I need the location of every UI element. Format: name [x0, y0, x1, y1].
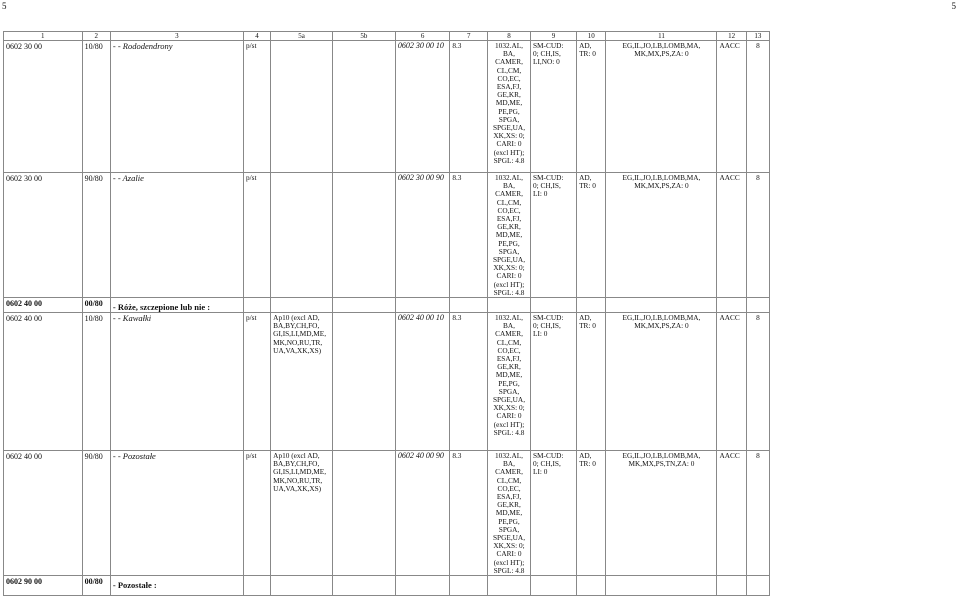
cell-c2: 00/80 [82, 576, 110, 596]
cell-c11 [606, 576, 717, 596]
column-header: 13 [746, 32, 769, 41]
table-row [4, 313, 770, 451]
cell-c10: AD, TR: 0 [577, 451, 606, 576]
tariff-table [3, 31, 770, 596]
cell-c11: EG,IL,JO,LB,LOMB,MA, MK,MX,PS,ZA: 0 [606, 41, 717, 173]
cell-c6 [395, 298, 449, 313]
cell-c1: 0602 40 00 [4, 451, 83, 576]
cell-c10: AD, TR: 0 [577, 41, 606, 173]
cell-c5a [271, 41, 333, 173]
cell-c5a [271, 576, 333, 596]
cell-c5b [332, 313, 395, 451]
column-header: 1 [4, 32, 83, 41]
cell-c13: 8 [746, 173, 769, 298]
cell-c13: 8 [746, 451, 769, 576]
cell-c10: AD, TR: 0 [577, 313, 606, 451]
cell-c1: 0602 40 00 [4, 298, 83, 313]
cell-c13 [746, 576, 769, 596]
cell-c7 [450, 576, 488, 596]
cell-c7: 8.3 [450, 313, 488, 451]
page-number-right: 5 [951, 1, 956, 11]
cell-c7: 8.3 [450, 451, 488, 576]
column-header: 3 [110, 32, 243, 41]
cell-c6: 0602 40 00 90 [395, 451, 449, 576]
cell-c8: 1032.AL, BA, CAMER, CL,CM, CO,EC, ESA,FJ, GE,KR, MD,ME, PE,PG, SPGA, SPGE,UA, XK,XS: 0; CARI: 0 (excl HT); SPGL: 4.8 [488, 313, 531, 451]
cell-c3: - Róże, szczepione lub nie : [110, 298, 243, 313]
cell-c6: 0602 40 00 10 [395, 313, 449, 451]
cell-c5a: Ap10 (excl AD, BA,BY,CH,FO, GI,IS,LI,MD,ME, MK,NO,RU,TR, UA,VA,XK,XS) [271, 451, 333, 576]
cell-c12: AACC [717, 41, 746, 173]
cell-c10: AD, TR: 0 [577, 173, 606, 298]
cell-c8: 1032.AL, BA, CAMER, CL,CM, CO,EC, ESA,FJ, GE,KR, MD,ME, PE,PG, SPGA, SPGE,UA, XK,XS: 0; CARI: 0 (excl HT); SPGL: 4.8 [488, 41, 531, 173]
cell-c10 [577, 298, 606, 313]
cell-c13 [746, 298, 769, 313]
heading-row [4, 576, 770, 596]
cell-c12 [717, 298, 746, 313]
cell-c7: 8.3 [450, 173, 488, 298]
cell-c9: SM-CUD: 0; CH,IS, LI: 0 [531, 313, 577, 451]
cell-c5b [332, 576, 395, 596]
column-header: 9 [531, 32, 577, 41]
cell-c3: - - Rododendrony [110, 41, 243, 173]
table-row [4, 41, 770, 173]
cell-c8: 1032.AL, BA, CAMER, CL,CM, CO,EC, ESA,FJ, GE,KR, MD,ME, PE,PG, SPGA, SPGE,UA, XK,XS: 0; CARI: 0 (excl HT); SPGL: 4.8 [488, 451, 531, 576]
cell-c1: 0602 30 00 [4, 173, 83, 298]
cell-c11: EG,IL,JO,LB,LOMB,MA, MK,MX,PS,TN,ZA: 0 [606, 451, 717, 576]
column-header: 5a [271, 32, 333, 41]
cell-c5b [332, 173, 395, 298]
cell-c8: 1032.AL, BA, CAMER, CL,CM, CO,EC, ESA,FJ, GE,KR, MD,ME, PE,PG, SPGA, SPGE,UA, XK,XS: 0; CARI: 0 (excl HT); SPGL: 4.8 [488, 173, 531, 298]
cell-c1: 0602 90 00 [4, 576, 83, 596]
cell-c11: EG,IL,JO,LB,LOMB,MA, MK,MX,PS,ZA: 0 [606, 173, 717, 298]
cell-c9 [531, 576, 577, 596]
cell-c5a [271, 173, 333, 298]
column-header: 4 [243, 32, 270, 41]
cell-c4 [243, 576, 270, 596]
cell-c8 [488, 298, 531, 313]
cell-c5b [332, 451, 395, 576]
cell-c7: 8.3 [450, 41, 488, 173]
cell-c10 [577, 576, 606, 596]
cell-c3: - Pozostałe : [110, 576, 243, 596]
column-header: 11 [606, 32, 717, 41]
cell-c2: 00/80 [82, 298, 110, 313]
cell-c5b [332, 298, 395, 313]
cell-c9 [531, 298, 577, 313]
cell-c1: 0602 30 00 [4, 41, 83, 173]
cell-c13: 8 [746, 41, 769, 173]
cell-c1: 0602 40 00 [4, 313, 83, 451]
header-row [4, 32, 770, 41]
cell-c4: p/st [243, 173, 270, 298]
cell-c9: SM-CUD: 0; CH,IS, LI,NO: 0 [531, 41, 577, 173]
column-header: 5b [332, 32, 395, 41]
cell-c12 [717, 576, 746, 596]
cell-c2: 90/80 [82, 451, 110, 576]
column-header: 10 [577, 32, 606, 41]
cell-c4: p/st [243, 313, 270, 451]
cell-c11 [606, 298, 717, 313]
cell-c2: 10/80 [82, 41, 110, 173]
column-header: 7 [450, 32, 488, 41]
cell-c12: AACC [717, 173, 746, 298]
cell-c12: AACC [717, 313, 746, 451]
cell-c9: SM-CUD: 0; CH,IS, LI: 0 [531, 451, 577, 576]
cell-c3: - - Azalie [110, 173, 243, 298]
page-number-left: 5 [2, 1, 7, 11]
cell-c9: SM-CUD: 0; CH,IS, LI: 0 [531, 173, 577, 298]
cell-c2: 10/80 [82, 313, 110, 451]
cell-c6: 0602 30 00 10 [395, 41, 449, 173]
cell-c11: EG,IL,JO,LB,LOMB,MA, MK,MX,PS,ZA: 0 [606, 313, 717, 451]
column-header: 6 [395, 32, 449, 41]
cell-c6 [395, 576, 449, 596]
cell-c13: 8 [746, 313, 769, 451]
table-row [4, 451, 770, 576]
cell-c3: - - Kawałki [110, 313, 243, 451]
table-row [4, 173, 770, 298]
cell-c4: p/st [243, 41, 270, 173]
cell-c7 [450, 298, 488, 313]
cell-c6: 0602 30 00 90 [395, 173, 449, 298]
cell-c8 [488, 576, 531, 596]
column-header: 8 [488, 32, 531, 41]
cell-c5a [271, 298, 333, 313]
cell-c5a: Ap10 (excl AD, BA,BY,CH,FO, GI,IS,LI,MD,ME, MK,NO,RU,TR, UA,VA,XK,XS) [271, 313, 333, 451]
cell-c2: 90/80 [82, 173, 110, 298]
heading-row [4, 298, 770, 313]
column-header: 2 [82, 32, 110, 41]
cell-c4: p/st [243, 451, 270, 576]
cell-c12: AACC [717, 451, 746, 576]
cell-c5b [332, 41, 395, 173]
column-header: 12 [717, 32, 746, 41]
cell-c3: - - Pozostałe [110, 451, 243, 576]
cell-c4 [243, 298, 270, 313]
